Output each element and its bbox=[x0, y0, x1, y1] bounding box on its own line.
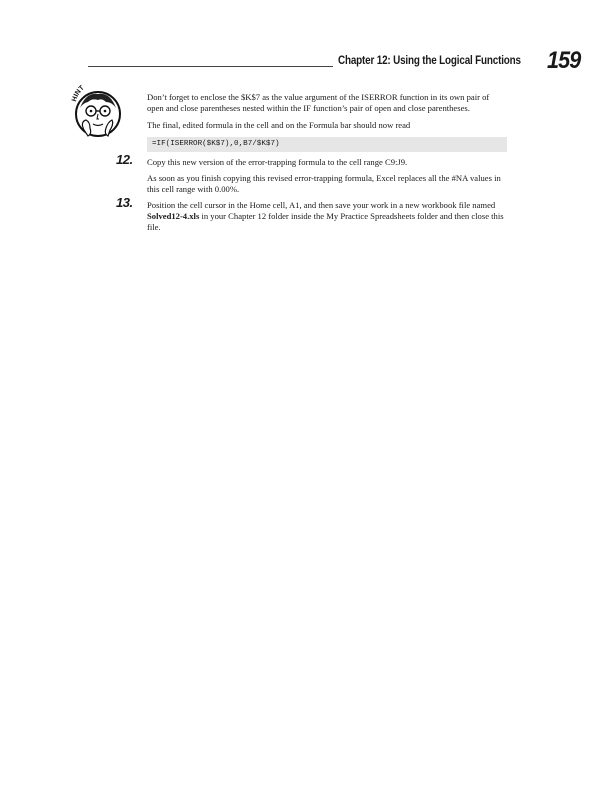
step-text: Copy this new version of the error-trapping formula to the cell range C9:J9. bbox=[147, 157, 408, 167]
step-text-after: in your Chapter 12 folder inside the My Practice Spreadsheets folder and then close this file. bbox=[147, 211, 504, 232]
formula-intro: The final, edited formula in the cell and on the Formula bar should now read bbox=[147, 120, 411, 130]
chapter-title: Chapter 12: Using the Logical Functions bbox=[338, 55, 521, 67]
hint-label: HINT bbox=[71, 84, 86, 103]
step-followup: As soon as you finish copying this revised error-trapping formula, Excel replaces all the #NA values in this cell range with 0.00%. bbox=[147, 173, 501, 194]
step-13 bbox=[116, 195, 507, 233]
step-number: 12. bbox=[116, 152, 133, 167]
step-12 bbox=[116, 152, 507, 195]
header-rule bbox=[88, 66, 333, 67]
main-content bbox=[116, 92, 507, 238]
formula-code: =IF(ISERROR($K$7),0,B7/$K$7) bbox=[147, 137, 507, 152]
hint-icon bbox=[66, 78, 128, 140]
step-text bbox=[147, 200, 507, 233]
step-text-before: Position the cell cursor in the Home cell, A1, and then save your work in a new workbook file named bbox=[147, 200, 496, 210]
hint-text: Don’t forget to enclose the $K$7 as the value argument of the ISERROR function in its own pair of open and close parentheses nested within the IF function’s pair of open and close parentheses. bbox=[147, 92, 490, 113]
step-number: 13. bbox=[116, 195, 133, 210]
page-number: 159 bbox=[547, 47, 581, 74]
filename: Solved12-4.xls bbox=[147, 211, 200, 221]
